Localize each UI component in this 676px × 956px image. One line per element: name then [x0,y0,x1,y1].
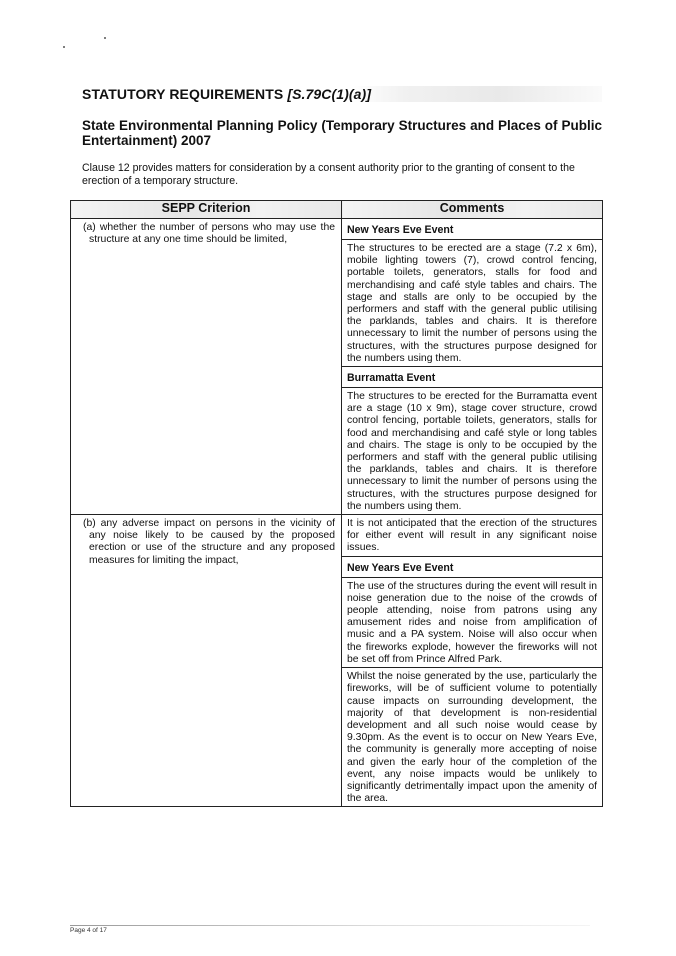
comment-heading: New Years Eve Event [347,561,454,574]
comment-text: Whilst the noise generated by the use, particularly the fireworks, will be of sufficient volume to potentially cause impacts on surrounding development, the majority of that development is non-residential development and all such noise would cease by 9.30pm. As the event is to occur on New Years Eve, the community is generally more accepting of noise and given the early hour of the completion of the event, any noise impacts would be unlikely to significantly detrimentally impact upon the amenity of the area. [347,671,597,805]
criterion-cell [71,219,342,515]
section-heading-reference: [S.79C(1)(a)] [287,86,372,102]
comment-heading: New Years Eve Event [347,224,454,236]
scan-speck [104,37,106,39]
section-heading-main: STATUTORY REQUIREMENTS [82,86,284,102]
criteria-table [70,200,603,807]
policy-title: State Environmental Planning Policy (Temporary Structures and Places of Public Entertainment) 2007 [82,118,602,148]
header-comments: Comments [342,201,603,219]
footer-rule [70,925,590,926]
comment-block [342,388,602,514]
comment-block [342,219,602,240]
comment-heading: Burramatta Event [347,372,436,385]
section-heading [82,86,602,102]
comment-block [342,240,602,367]
comments-cell [342,219,603,515]
comment-block [342,668,602,806]
comment-text: The structures to be erected for the Burramatta event are a stage (10 x 9m), stage cover structure, crowd control fencing, portable toilets, generators, stalls for food and merchandising and café style or long tables and chairs. The stage is only to be occupied by the performers and staff with the general public utilising the parklands, tables and chairs. It is therefore unnecessary to limit the number of persons using the structures, with the structures purpose designed for the numbers using them. [347,391,597,512]
criterion-text: (a) whether the number of persons who may use the structure at any one time should be limited, [83,222,335,246]
comment-text: The structures to be erected are a stage (7.2 x 6m), mobile lighting towers (7), crowd control fencing, portable toilets, generators, stalls for food and merchandising and café style tables and chairs. The stage and stalls are only to be occupied by the performers and staff with the general public utilising the parklands, tables and chairs. It is therefore unnecessary to limit the number of persons using the structures, with the structures purpose designed for the numbers using them. [347,243,597,364]
table-header-row [71,201,603,219]
comment-block [342,515,602,557]
comment-block [342,367,602,388]
table-row [71,515,603,807]
page-number: Page 4 of 17 [70,927,107,934]
table-row [71,219,603,515]
comment-text: It is not anticipated that the erection of the structures for either event will result in any significant noise issues. [347,518,597,554]
comments-cell [342,515,603,807]
comment-block [342,578,602,668]
criterion-cell [71,515,342,807]
intro-paragraph: Clause 12 provides matters for consideration by a consent authority prior to the granting of consent to the erection of a temporary structure. [82,162,575,187]
comment-block [342,557,602,578]
header-sepp-criterion: SEPP Criterion [71,201,342,219]
criterion-text: (b) any adverse impact on persons in the vicinity of any noise likely to be caused by the proposed erection or use of the structure and any proposed measures for limiting the impact, [83,518,335,566]
scan-speck [63,46,65,48]
comment-text: The use of the structures during the event will result in noise generation due to the noise of the crowds of people attending, noise from patrons using any amusement rides and noise from amplification of music and a PA system. Noise will also occur when the fireworks explode, however the fireworks will not be set off from Prince Alfred Park. [347,580,597,665]
